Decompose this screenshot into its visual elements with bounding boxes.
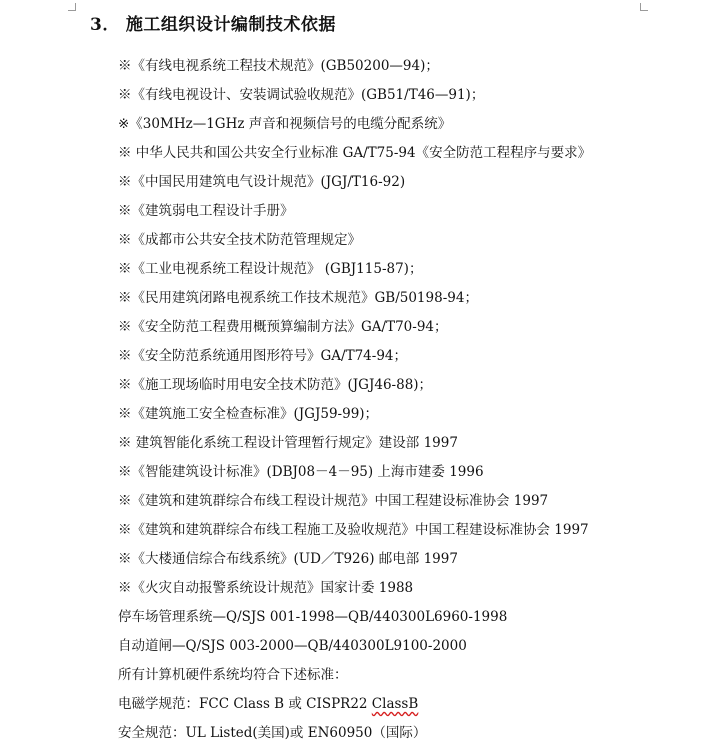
spellcheck-underlined-word: ClassB: [371, 696, 419, 712]
list-item: ※《有线电视设计、安装调试验收规范》(GB51/T46—91)；: [118, 87, 485, 103]
emc-standard-line: [118, 694, 708, 723]
list-item: ※《有线电视系统工程技术规范》(GB50200—94)；: [118, 58, 439, 74]
list-item: ※《火灾自动报警系统设计规范》国家计委 1988: [118, 580, 414, 596]
list-item: ※《建筑和建筑群综合布线工程设计规范》中国工程建设标准协会 1997: [118, 493, 549, 509]
list-item: 自动道闸—Q/SJS 003-2000—QB/440300L9100-2000: [118, 638, 467, 654]
section-number: 3．: [90, 15, 120, 35]
list-item: ※ 中华人民共和国公共安全行业标准 GA/T75-94《安全防范工程程序与要求》: [118, 145, 592, 161]
list-item: ※《施工现场临时用电安全技术防范》(JGJ46-88)；: [118, 377, 433, 393]
list-item: ※《建筑弱电工程设计手册》: [118, 203, 294, 219]
safety-standard-line: 安全规范：UL Listed(美国)或 EN60950（国际）: [118, 725, 427, 741]
list-item: 所有计算机硬件系统均符合下述标准：: [118, 667, 348, 683]
list-item: ※《建筑施工安全检查标准》(JGJ59-99)；: [118, 406, 379, 422]
list-item: ※《大楼通信综合布线系统》(UD／T926) 邮电部 1997: [118, 551, 458, 567]
emc-line-prefix: 电磁学规范：FCC Class B 或 CISPR22: [118, 696, 372, 712]
list-item: ※《工业电视系统工程设计规范》 (GBJ115-87)；: [118, 261, 423, 277]
list-item: ※《建筑和建筑群综合布线工程施工及验收规范》中国工程建设标准协会 1997: [118, 522, 589, 538]
section-title: 施工组织设计编制技术依据: [125, 15, 336, 35]
list-item: ※《安全防范工程费用概预算编制方法》GA/T70-94；: [118, 319, 448, 335]
list-item: ※《30MHz—1GHz 声音和视频信号的电缆分配系统》: [118, 116, 452, 132]
list-item: ※《成都市公共安全技术防范管理规定》: [118, 232, 361, 248]
section-heading: [90, 10, 336, 35]
page-corner-mark-left: [68, 3, 76, 11]
list-item: ※《民用建筑闭路电视系统工作技术规范》GB/50198-94；: [118, 290, 478, 306]
standards-list: [118, 56, 708, 752]
list-item: ※《中国民用建筑电气设计规范》(JGJ/T16-92): [118, 174, 406, 190]
page-corner-mark-right: [640, 3, 648, 11]
list-item: 停车场管理系统—Q/SJS 001-1998—QB/440300L6960-1998: [118, 609, 508, 625]
list-item: ※ 建筑智能化系统工程设计管理暂行规定》建设部 1997: [118, 435, 458, 451]
list-item: ※《智能建筑设计标准》(DBJ08－4－95) 上海市建委 1996: [118, 464, 484, 480]
list-item: ※《安全防范系统通用图形符号》GA/T74-94；: [118, 348, 408, 364]
